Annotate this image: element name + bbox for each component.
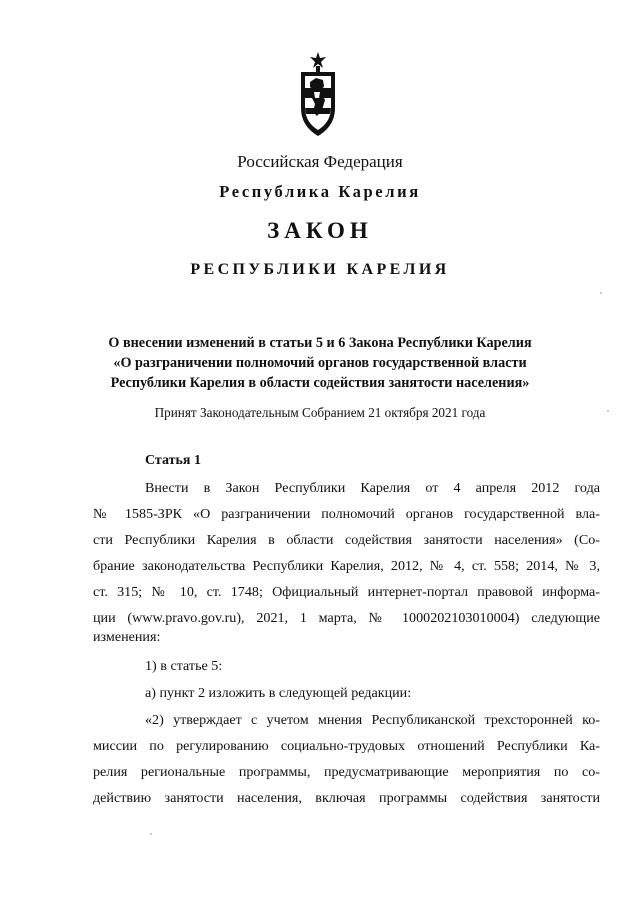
article-line: 1) в статье 5: bbox=[145, 658, 223, 674]
article-line: миссии по регулированию социально-трудовых отношений Республики Ка- bbox=[93, 738, 600, 754]
article-line: брание законодательства Республики Карелия, 2012, № 4, ст. 558; 2014, № 3, bbox=[93, 558, 600, 574]
adoption-note: Принят Законодательным Собранием 21 октября 2021 года bbox=[154, 405, 486, 420]
law-title-line: О внесении изменений в статьи 5 и 6 Закона Республики Карелия bbox=[108, 335, 532, 351]
article-line: действию занятости населения, включая программы содействия занятости bbox=[93, 790, 600, 806]
scan-speck bbox=[607, 410, 609, 412]
scan-speck bbox=[600, 292, 602, 294]
law-title-line: «О разграничении полномочий органов государственной власти bbox=[113, 355, 527, 371]
article-line: ции (www.pravo.gov.ru), 2021, 1 марта, № 1000202103010004) следующие bbox=[93, 610, 600, 626]
document-type-subtitle: РЕСПУБЛИКИ КАРЕЛИЯ bbox=[190, 261, 450, 278]
article-line: изменения: bbox=[93, 629, 161, 645]
article-line: ст. 315; № 10, ст. 1748; Официальный интернет-портал правовой информа- bbox=[93, 584, 600, 600]
coat-of-arms-icon bbox=[297, 52, 339, 138]
article-heading: Статья 1 bbox=[145, 453, 201, 468]
document-type: ЗАКОН bbox=[267, 218, 373, 243]
article-line: а) пункт 2 изложить в следующей редакции: bbox=[145, 685, 412, 701]
law-title bbox=[0, 333, 640, 393]
article-line: Внести в Закон Республики Карелия от 4 апреля 2012 года bbox=[145, 480, 600, 496]
article-line: релия региональные программы, предусматривающие мероприятия по со- bbox=[93, 764, 600, 780]
country-name: Российская Федерация bbox=[237, 152, 403, 171]
article-line: «2) утверждает с учетом мнения Республиканской трехсторонней ко- bbox=[145, 712, 600, 728]
law-title-line: Республики Карелия в области содействия занятости населения» bbox=[110, 375, 530, 391]
republic-name: Республика Карелия bbox=[219, 182, 421, 201]
article-line: сти Республики Карелия в области содействия занятости населения» (Со- bbox=[93, 532, 600, 548]
article-line: № 1585-ЗРК «О разграничении полномочий органов государственной вла- bbox=[93, 506, 600, 522]
scan-speck bbox=[150, 833, 152, 835]
